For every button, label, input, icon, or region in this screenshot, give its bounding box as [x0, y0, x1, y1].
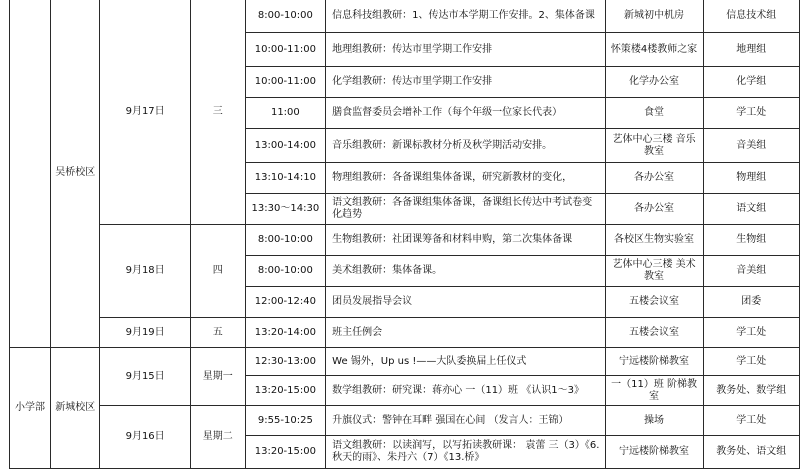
weekday-cell: 三 [190, 0, 245, 225]
division-cell [10, 0, 51, 348]
date-cell: 9月17日 [100, 0, 190, 225]
weekday-cell: 四 [190, 225, 245, 318]
time-cell: 13:20-14:00 [245, 318, 326, 348]
table-row [10, 318, 800, 348]
table-row [10, 348, 800, 376]
content-cell: 物理组教研：各备课组集体备课，研究新教材的变化， [326, 163, 605, 194]
time-cell: 8:00-10:00 [245, 256, 326, 287]
location-cell: 食堂 [605, 98, 703, 129]
time-cell: 13:10-14:10 [245, 163, 326, 194]
department-cell: 教务处、数学组 [703, 376, 799, 406]
time-cell: 8:00-10:00 [245, 225, 326, 256]
department-cell: 信息技术组 [703, 0, 799, 33]
location-cell: 各办公室 [605, 163, 703, 194]
location-cell: 化学办公室 [605, 67, 703, 98]
schedule-table [9, 0, 800, 469]
department-cell: 学工处 [703, 318, 799, 348]
location-cell: 各办公室 [605, 194, 703, 225]
department-cell: 物理组 [703, 163, 799, 194]
time-cell: 13:20-15:00 [245, 376, 326, 406]
weekday-cell: 五 [190, 318, 245, 348]
time-cell: 11:00 [245, 98, 326, 129]
content-cell: 班主任例会 [326, 318, 605, 348]
department-cell: 音美组 [703, 256, 799, 287]
date-cell: 9月15日 [100, 348, 190, 406]
department-cell: 化学组 [703, 67, 799, 98]
department-cell: 生物组 [703, 225, 799, 256]
date-cell: 9月19日 [100, 318, 190, 348]
location-cell: 怀策楼4楼教师之家 [605, 33, 703, 67]
department-cell: 学工处 [703, 348, 799, 376]
location-cell: 五楼会议室 [605, 287, 703, 318]
content-cell: 化学组教研：传达市里学期工作安排 [326, 67, 605, 98]
content-cell: 膳食监督委员会增补工作（每个年级一位家长代表） [326, 98, 605, 129]
time-cell: 12:00-12:40 [245, 287, 326, 318]
time-cell: 13:20-15:00 [245, 436, 326, 469]
location-cell: 各校区生物实验室 [605, 225, 703, 256]
location-cell: 操场 [605, 406, 703, 436]
time-cell: 13:30～14:30 [245, 194, 326, 225]
weekday-cell: 星期一 [190, 348, 245, 406]
department-cell: 教务处、语文组 [703, 436, 799, 469]
content-cell: 语文组教研：以读润写，以写拓读教研课： 袁蕾 三（3）《6.秋天的雨》、朱丹六（7）《13.桥》 [326, 436, 605, 469]
content-cell: 美术组教研：集体备课。 [326, 256, 605, 287]
content-cell: 团员发展指导会议 [326, 287, 605, 318]
content-cell: 数学组教研：研究课：蒋亦心 一（11）班 《认识1～3》 [326, 376, 605, 406]
location-cell: 五楼会议室 [605, 318, 703, 348]
department-cell: 地理组 [703, 33, 799, 67]
table-row [10, 0, 800, 33]
schedule-body [10, 0, 800, 469]
department-cell: 语文组 [703, 194, 799, 225]
location-cell: 艺体中心三楼 美术教室 [605, 256, 703, 287]
content-cell: 升旗仪式：警钟在耳畔 强国在心间 （发言人：王锦） [326, 406, 605, 436]
time-cell: 8:00-10:00 [245, 0, 326, 33]
date-cell: 9月18日 [100, 225, 190, 318]
division-cell: 小学部 [10, 348, 51, 469]
time-cell: 10:00-11:00 [245, 67, 326, 98]
time-cell: 13:00-14:00 [245, 129, 326, 163]
content-cell: 语文组教研：各备课组集体备课，备课组长传达中考试卷变化趋势 [326, 194, 605, 225]
department-cell: 团委 [703, 287, 799, 318]
weekday-cell: 星期二 [190, 406, 245, 469]
department-cell: 学工处 [703, 406, 799, 436]
location-cell: 宁远楼阶梯教室 [605, 348, 703, 376]
department-cell: 音美组 [703, 129, 799, 163]
content-cell: We 锡外，Up us !——大队委换届上任仪式 [326, 348, 605, 376]
content-cell: 音乐组教研：新课标教材分析及秋学期活动安排。 [326, 129, 605, 163]
table-row [10, 225, 800, 256]
location-cell: 宁远楼阶梯教室 [605, 436, 703, 469]
campus-cell: 新城校区 [51, 348, 100, 469]
date-cell: 9月16日 [100, 406, 190, 469]
department-cell: 学工处 [703, 98, 799, 129]
campus-cell: 吴桥校区 [51, 0, 100, 348]
content-cell: 信息科技组教研：1、传达市本学期工作安排。2、集体备课 [326, 0, 605, 33]
table-row [10, 406, 800, 436]
time-cell: 10:00-11:00 [245, 33, 326, 67]
location-cell: 一（11）班 阶梯教室 [605, 376, 703, 406]
content-cell: 生物组教研：社团课筹备和材料申购，第二次集体备课 [326, 225, 605, 256]
time-cell: 9:55-10:25 [245, 406, 326, 436]
time-cell: 12:30-13:00 [245, 348, 326, 376]
location-cell: 艺体中心三楼 音乐教室 [605, 129, 703, 163]
content-cell: 地理组教研：传达市里学期工作安排 [326, 33, 605, 67]
location-cell: 新城初中机房 [605, 0, 703, 33]
